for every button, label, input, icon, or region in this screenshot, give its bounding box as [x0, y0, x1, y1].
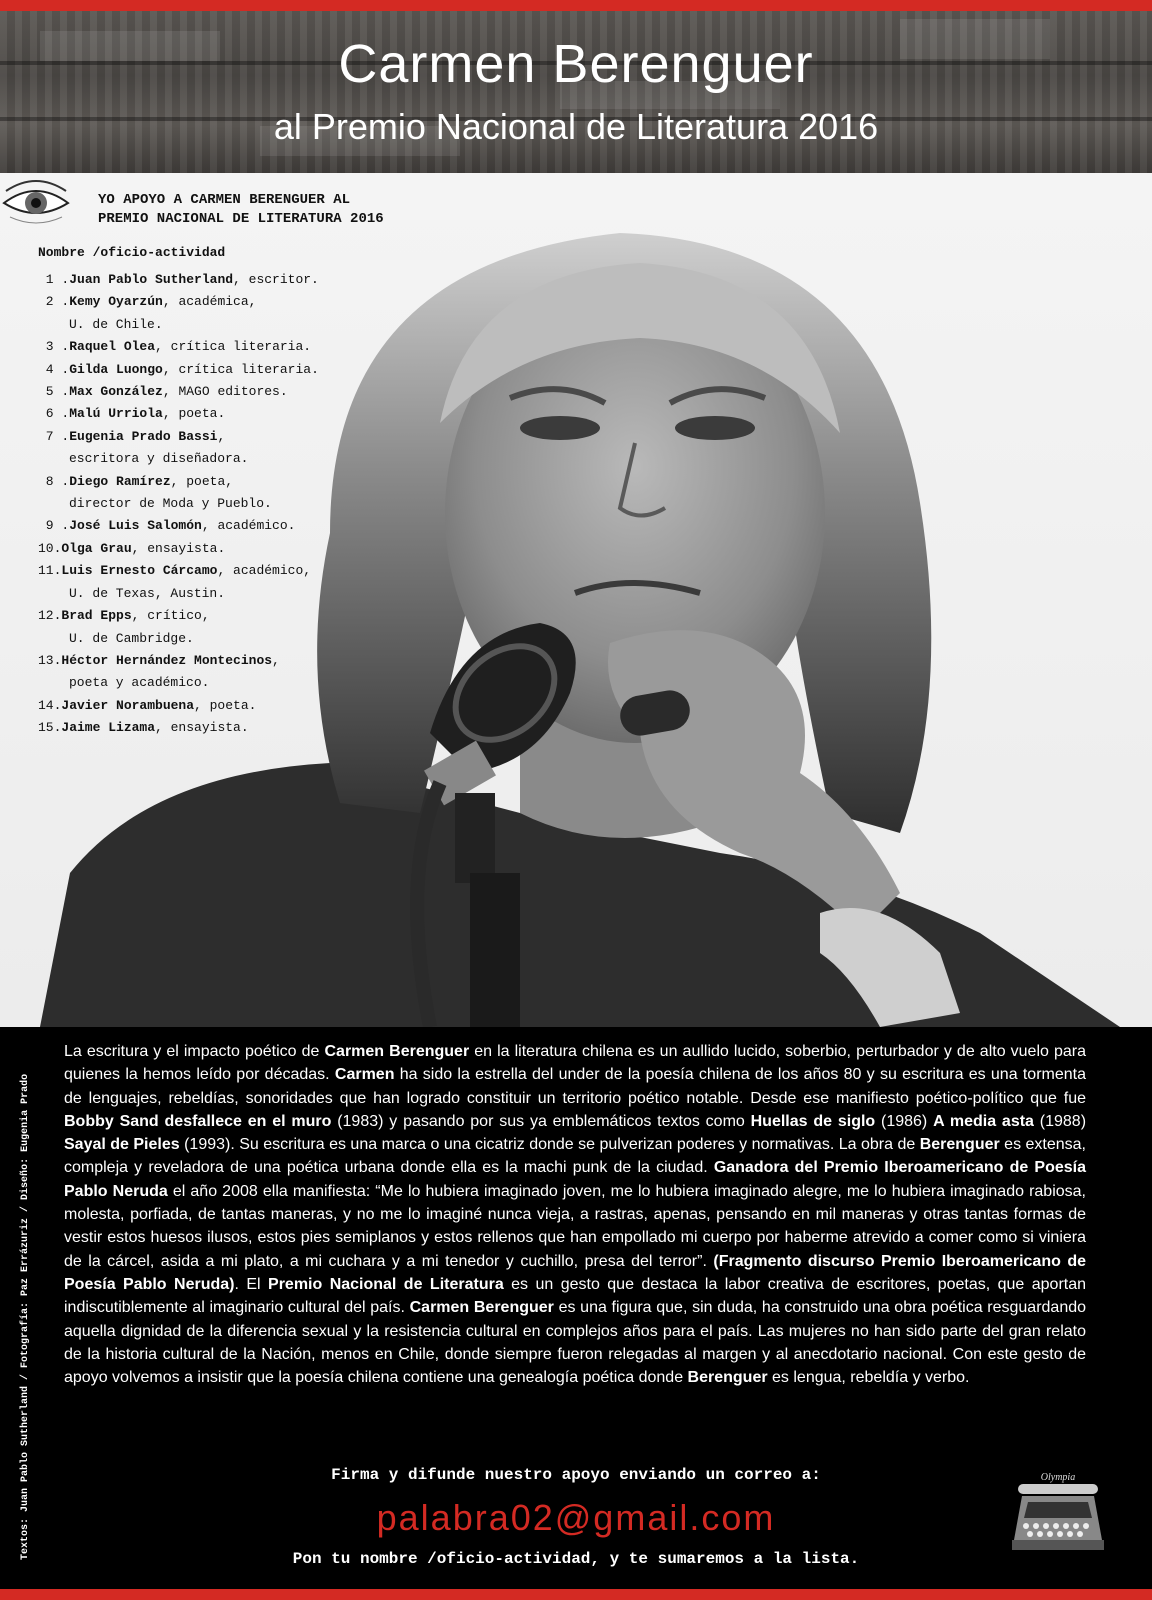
list-item-name: Gilda Luongo [69, 361, 163, 377]
list-item-role: , MAGO editores. [162, 384, 288, 400]
body-text-segment: en la literatura chilena es un aullido lucido, soberbio, perturbador y de alto vuelo para quienes la hemos leído por décadas. [64, 1043, 1086, 1084]
list-item-number: 4 . [38, 361, 70, 377]
list-item-role: , poeta. [162, 406, 226, 422]
list-item-number: 6 . [38, 406, 70, 422]
list-item [38, 560, 319, 582]
header-banner [0, 11, 1152, 173]
list-item-role: , crítica literaria. [155, 339, 312, 355]
list-item-continuation: escritora y diseñadora. [69, 451, 249, 467]
list-item [38, 650, 319, 672]
list-item-role: , escritor. [233, 272, 319, 287]
list-item-number: 14. [38, 697, 62, 713]
list-item-number: 2 . [38, 294, 70, 310]
support-heading-line-1: YO APOYO A CARMEN BERENGUER AL [98, 192, 351, 208]
list-item-name: Malú Urriola [69, 406, 163, 422]
bottom-red-bar [0, 1589, 1152, 1600]
list-item-name: Max González [69, 384, 163, 400]
list-item [38, 269, 319, 291]
list-item-number: 8 . [38, 473, 70, 489]
list-item-name: José Luis Salomón [69, 518, 202, 534]
body-emphasis: Berenguer [919, 1136, 1000, 1154]
list-item-role: , académico. [201, 518, 296, 534]
list-item-name: Diego Ramírez [69, 473, 171, 489]
list-item [38, 605, 319, 627]
list-item [38, 515, 319, 537]
list-item-name: Eugenia Prado Bassi [69, 428, 218, 444]
body-emphasis: Berenguer [687, 1369, 768, 1387]
list-item-role: , académica, [162, 294, 257, 310]
typewriter-brand: Olympia [1040, 1472, 1076, 1483]
list-item [38, 381, 319, 403]
list-item-number: 9 . [38, 518, 70, 534]
list-item [38, 359, 319, 381]
list-item-role: , ensayista. [131, 540, 226, 556]
list-item-number: 15. [38, 720, 62, 736]
list-item-continuation: director de Moda y Pueblo. [69, 496, 272, 512]
body-emphasis: Huellas de siglo [750, 1112, 876, 1130]
body-emphasis: Sayal de Pieles [64, 1136, 180, 1154]
list-header: Nombre /oficio-actividad [38, 245, 226, 260]
body-text-segment: es una figura que, sin duda, ha construido una obra poética resguardando aquella dignidad de la diferencia sexual y la resistencia cultural en complejos años para el país. Las mujeres no han sido parte del gran relato de la historia cultural de la Nación, menos en Chile, donde siempre fueron relegadas al margen y al anecdotario nacional. Con este gesto de apoyo volvemos a insistir que la poesía chilena contiene una genealogía poética donde [64, 1299, 1087, 1387]
list-item [38, 426, 319, 448]
typewriter-icon [1008, 1470, 1108, 1556]
list-item-name: Brad Epps [61, 608, 132, 624]
list-item-number: 5 . [38, 384, 70, 400]
list-item [38, 695, 319, 717]
email-link[interactable]: palabra02@gmail.com [376, 1497, 776, 1538]
list-item-number: 3 . [38, 339, 70, 355]
list-item [38, 717, 319, 739]
list-item-name: Kemy Oyarzún [69, 294, 163, 310]
body-text-segment: La escritura y el impacto poético de [64, 1043, 325, 1060]
body-text-segment: ha sido la estrella del under de la poesía chilena de los años 80 y su escritura es una tormenta de lenguajes, rebeldías, sonoridades que han logrado constituir un territorio poético notable. Desde ese manifiesto poético-político que fue [64, 1066, 1087, 1107]
body-text-segment: (1983) y pasando por sus ya emblemáticos textos como [331, 1112, 751, 1130]
support-heading [98, 191, 384, 229]
list-item-name: Juan Pablo Sutherland [69, 272, 234, 287]
footer-instruction: Pon tu nombre /oficio-actividad, y te sumaremos a la lista. [292, 1550, 860, 1568]
call-to-action: Firma y difunde nuestro apoyo enviando un correo a: [331, 1466, 821, 1484]
support-heading-line-2: PREMIO NACIONAL DE LITERATURA 2016 [98, 211, 384, 227]
body-emphasis: Bobby Sand desfallece en el muro [64, 1112, 332, 1130]
list-item [38, 336, 319, 358]
body-emphasis: Ganadora del Premio Iberoamericano de Poesía Pablo Neruda [64, 1159, 1086, 1200]
eye-icon [0, 173, 72, 227]
list-item-name: Olga Grau [61, 540, 132, 556]
page-subtitle: al Premio Nacional de Literatura 2016 [273, 106, 879, 147]
list-item-number: 1 . [38, 272, 70, 287]
list-item-name: Javier Norambuena [61, 697, 195, 713]
list-item-number: 12. [38, 608, 62, 624]
list-item-role: , ensayista. [155, 720, 249, 736]
list-item-name: Héctor Hernández Montecinos [61, 652, 273, 668]
list-item-number: 11. [38, 563, 62, 579]
list-item-role: , [272, 652, 280, 668]
body-emphasis: Carmen [334, 1066, 395, 1084]
body-text-segment: . El [234, 1275, 269, 1293]
credits: Textos: Juan Pablo Sutherland / Fotografía: Paz Errázuriz / Diseño: Eugenia Prado [20, 1073, 31, 1560]
body-emphasis: A media asta [933, 1112, 1034, 1130]
body-paragraph [64, 1040, 1086, 1389]
list-item-number: 13. [38, 652, 62, 668]
list-item-continuation: U. de Cambridge. [69, 630, 194, 646]
body-text-segment: (1986) [875, 1112, 934, 1130]
list-item [38, 291, 319, 313]
list-item [38, 471, 319, 493]
list-item [38, 403, 319, 425]
list-item-continuation: U. de Chile. [69, 316, 163, 332]
list-item-role: , crítica literaria. [162, 361, 319, 377]
body-text-segment: es un gesto que destaca la labor creativa de escritores, poetas, que aportan indiscutiblemente al imaginario cultural del país. [64, 1275, 1087, 1317]
body-text-segment: (1993). Su escritura es una marca o una cicatriz donde se pulverizan poderes y normativas. La obra de [179, 1136, 920, 1154]
page-title: Carmen Berenguer [338, 34, 814, 94]
list-item-role: , académico, [217, 563, 312, 579]
list-item-name: Raquel Olea [69, 339, 156, 355]
list-item-number: 7 . [38, 428, 70, 444]
body-emphasis: Carmen Berenguer [409, 1299, 554, 1317]
list-item-name: Jaime Lizama [61, 720, 156, 736]
list-item-number: 10. [38, 540, 62, 556]
supporters-list [38, 269, 319, 740]
list-item-role: , crítico, [131, 608, 210, 624]
body-text-segment: es lengua, rebeldía y verbo. [767, 1369, 970, 1387]
body-text-segment: es extensa, compleja y reveladora de una poética urbana donde ella es la machi punk de la ciudad. [64, 1136, 1087, 1177]
list-item-role: , [217, 428, 226, 444]
list-item-continuation: poeta y académico. [69, 675, 210, 691]
top-red-bar [0, 0, 1152, 11]
body-emphasis: Carmen Berenguer [324, 1043, 470, 1060]
list-item-continuation: U. de Texas, Austin. [69, 585, 226, 601]
body-emphasis: Premio Nacional de Literatura [268, 1275, 504, 1293]
portrait-photo [0, 173, 1152, 1027]
list-item [38, 538, 319, 560]
body-emphasis: (Fragmento discurso Premio Iberoamericano de Poesía Pablo Neruda) [64, 1252, 1087, 1293]
body-text-segment: el año 2008 ella manifiesta: “Me lo hubiera imaginado joven, me lo hubiera imaginado alegre, me lo hubiera imaginado rabiosa, molesta, porfiada, de tantas maneras, y no me lo imaginé nunca vieja, a rastras, apenas, pensando en mil maneras y otras tantas formas de vestir estos huesos ilusos, estos pies semiplanos y estos rellenos que han empollado mi cuerpo por haberme atrevido a comer como si viniera de la cárcel, asida a mi plato, a mi cuchara y a mi tenedor y cuchillo, presa del terror”. [64, 1182, 1087, 1270]
body-text-segment: (1988) [1033, 1112, 1087, 1130]
list-item-role: , poeta, [170, 473, 234, 489]
list-item-name: Luis Ernesto Cárcamo [61, 563, 218, 579]
list-item-role: , poeta. [194, 697, 257, 713]
